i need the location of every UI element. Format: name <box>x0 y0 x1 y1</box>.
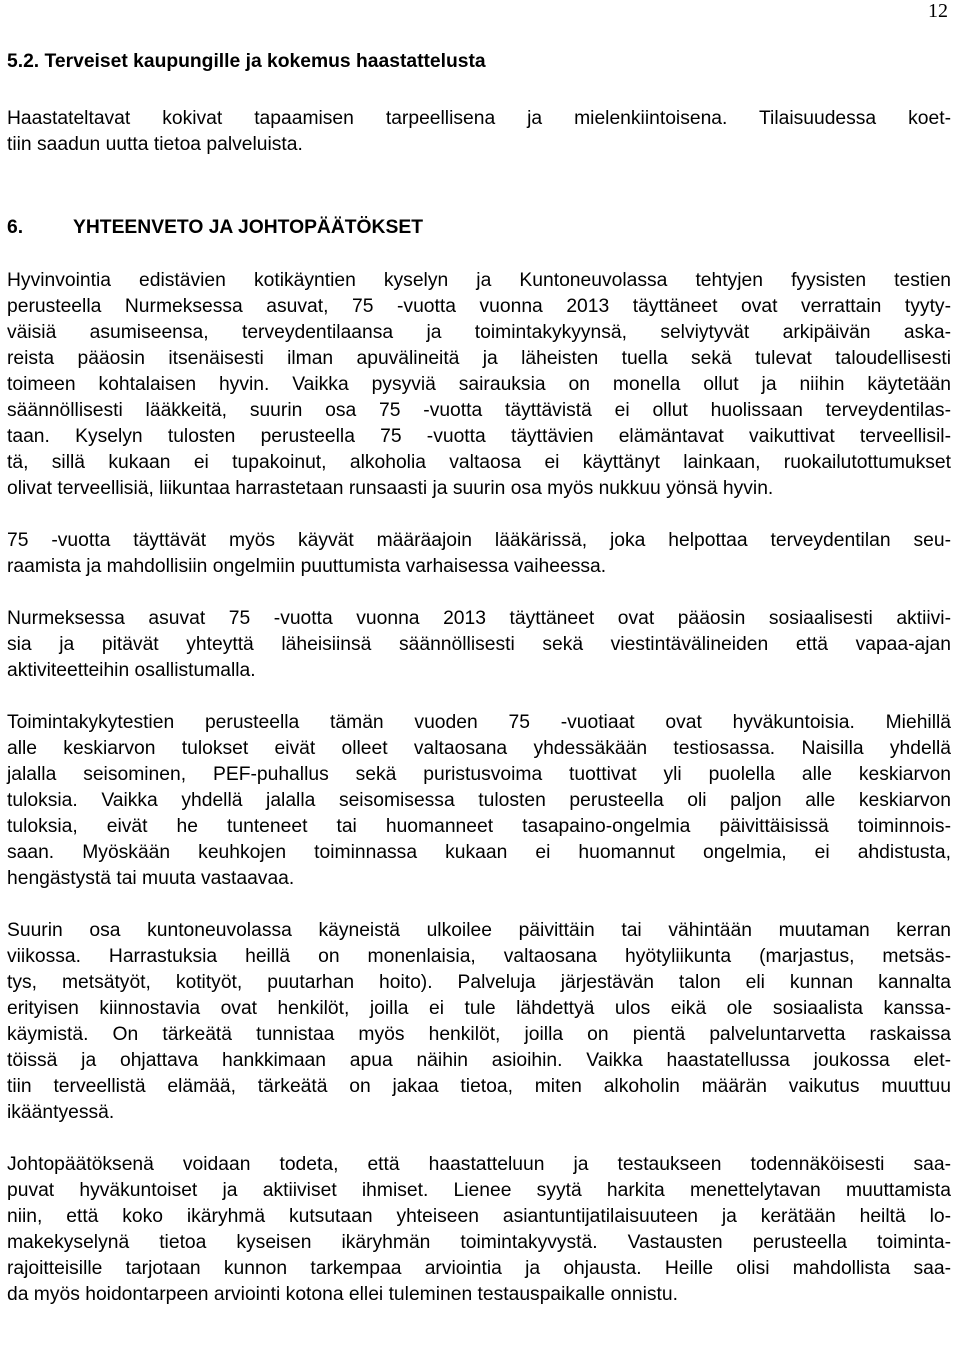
chapter-title: YHTEENVETO JA JOHTOPÄÄTÖKSET <box>73 217 423 238</box>
document-body <box>7 49 951 1308</box>
text-line: Suurin osa kuntoneuvolassa käyneistä ulkoilee päivittäin tai vähintään muutaman kerran <box>7 920 951 941</box>
text-line: säännöllisesti lääkkeitä, suurin osa 75 -vuotta täyttävistä ei ollut huolissaan terveydentilas- <box>7 400 951 421</box>
text-line: rajoitteisille tarjotaan kunnon tarkempaa arviointia ja ohjausta. Heille olisi mahdollista saa- <box>7 1258 951 1279</box>
text-line: töissä ja ohjattava hankkimaan apua näihin asioihin. Vaikka haastatellussa joukossa elet- <box>7 1050 951 1071</box>
text-line: raamista ja mahdollisiin ongelmiin puuttumista varhaisessa vaiheessa. <box>7 556 607 577</box>
paragraph <box>7 268 951 502</box>
text-line: aktiviteetteihin osallistumalla. <box>7 660 256 681</box>
text-line: hengästystä tai muuta vastaavaa. <box>7 868 295 889</box>
text-line: viikossa. Harrastuksia heillä on monenlaisia, valtaosana hyötyliikunta (marjastus, metsäs- <box>7 946 951 967</box>
text-line: da myös hoidontarpeen arviointi kotona ellei tuleminen testauspaikalle onnistu. <box>7 1284 678 1305</box>
text-line: perusteella Nurmeksessa asuvat, 75 -vuotta vuonna 2013 täyttäneet ovat verrattain tyyty- <box>7 296 951 317</box>
text-line: Johtopäätöksenä voidaan todeta, että haastatteluun ja testaukseen todennäköisesti saa- <box>7 1154 951 1175</box>
text-line: tys, metsätyöt, kotityöt, puutarhan hoito). Palveluja järjestävän talon eli kunnan kannalta <box>7 972 951 993</box>
text-line: Nurmeksessa asuvat 75 -vuotta vuonna 2013 täyttäneet ovat pääosin sosiaalisesti aktiivi- <box>7 608 951 629</box>
section-paragraph <box>7 106 951 158</box>
text-line: ikääntyessä. <box>7 1102 115 1123</box>
chapter-paragraphs <box>7 268 951 1308</box>
text-line: taan. Kyselyn tulosten perusteella 75 -vuotta täyttävien elämäntavat vaikuttivat terveellisil- <box>7 426 951 447</box>
text-line: sia ja pitävät yhteyttä läheisiinsä säännöllisesti sekä viestintävälineiden että vapaa-ajan <box>7 634 951 655</box>
text-line: erityisen kiinnostavia ovat henkilöt, joilla ei tule lähdettyä ulos eikä ole sosiaalista kanssa- <box>7 998 951 1019</box>
text-line: tiin terveellistä elämää, tärkeätä on jakaa tietoa, miten alkoholin määrän vaikutus muuttuu <box>7 1076 951 1097</box>
paragraph <box>7 710 951 892</box>
text-line: makekyselynä tietoa kyseisen ikäryhmän toimintakyvystä. Vastausten perusteella toiminta- <box>7 1232 951 1253</box>
text-line: tä, sillä kukaan ei tupakoinut, alkoholia valtaosa ei käyttänyt lainkaan, ruokailutottumukset <box>7 452 951 473</box>
section-heading: 5.2. Terveiset kaupungille ja kokemus haastattelusta <box>7 51 486 72</box>
text-line: reista pääosin itsenäisesti ilman apuvälineitä ja läheisten tuella sekä tulevat taloudellisesti <box>7 348 951 369</box>
text-line: niin, että koko ikäryhmä kutsutaan yhteiseen asiantuntijatilaisuuteen ja kerätään heiltä lo- <box>7 1206 951 1227</box>
text-line: tuloksia, eivät he tunteneet tai huomanneet tasapaino-ongelmia päivittäisissä toiminnois- <box>7 816 951 837</box>
text-line: tiin saadun uutta tietoa palveluista. <box>7 134 303 155</box>
text-line: alle keskiarvon tulokset eivät olleet valtaosana yhdessäkään testiosassa. Naisilla yhdellä <box>7 738 951 759</box>
paragraph <box>7 918 951 1126</box>
text-line: Haastateltavat kokivat tapaamisen tarpeellisena ja mielenkiintoisena. Tilaisuudessa koet- <box>7 108 951 129</box>
text-line: puvat hyväkuntoiset ja aktiiviset ihmiset. Lienee syytä harkita menettelytavan muuttamista <box>7 1180 951 1201</box>
chapter-number: 6. <box>7 217 24 238</box>
chapter-heading <box>7 215 951 241</box>
text-line: Toimintakykytestien perusteella tämän vuoden 75 -vuotiaat ovat hyväkuntoisia. Miehillä <box>7 712 951 733</box>
text-line: toimeen kohtalaisen hyvin. Vaikka pysyviä sairauksia on monella ollut ja niihin käytetään <box>7 374 951 395</box>
paragraph <box>7 528 951 580</box>
paragraph <box>7 606 951 684</box>
text-line: saan. Myöskään keuhkojen toiminnassa kukaan ei huomannut ongelmia, ei ahdistusta, <box>7 842 951 863</box>
text-line: tuloksia. Vaikka yhdellä jalalla seisomisessa tulosten perusteella oli paljon alle keskiarvon <box>7 790 951 811</box>
text-line: väisiä asumiseensa, terveydentilaansa ja toimintakykyynsä, selviytyvät arkipäivän aska- <box>7 322 951 343</box>
page-number: 12 <box>928 0 948 22</box>
paragraph <box>7 1152 951 1308</box>
text-line: Hyvinvointia edistävien kotikäyntien kyselyn ja Kuntoneuvolassa tehtyjen fyysisten testien <box>7 270 951 291</box>
text-line: jalalla seisominen, PEF-puhallus sekä puristusvoima tuottivat yli puolella alle keskiarvon <box>7 764 951 785</box>
text-line: käymistä. On tärkeätä tunnistaa myös henkilöt, joilla on pientä palveluntarvetta raskaissa <box>7 1024 951 1045</box>
text-line: olivat terveellisiä, liikuntaa harrastetaan runsaasti ja suurin osa myös nukkuu yönsä hyvin. <box>7 478 774 499</box>
text-line: 75 -vuotta täyttävät myös käyvät määräajoin lääkärissä, joka helpottaa terveydentilan seu- <box>7 530 951 551</box>
